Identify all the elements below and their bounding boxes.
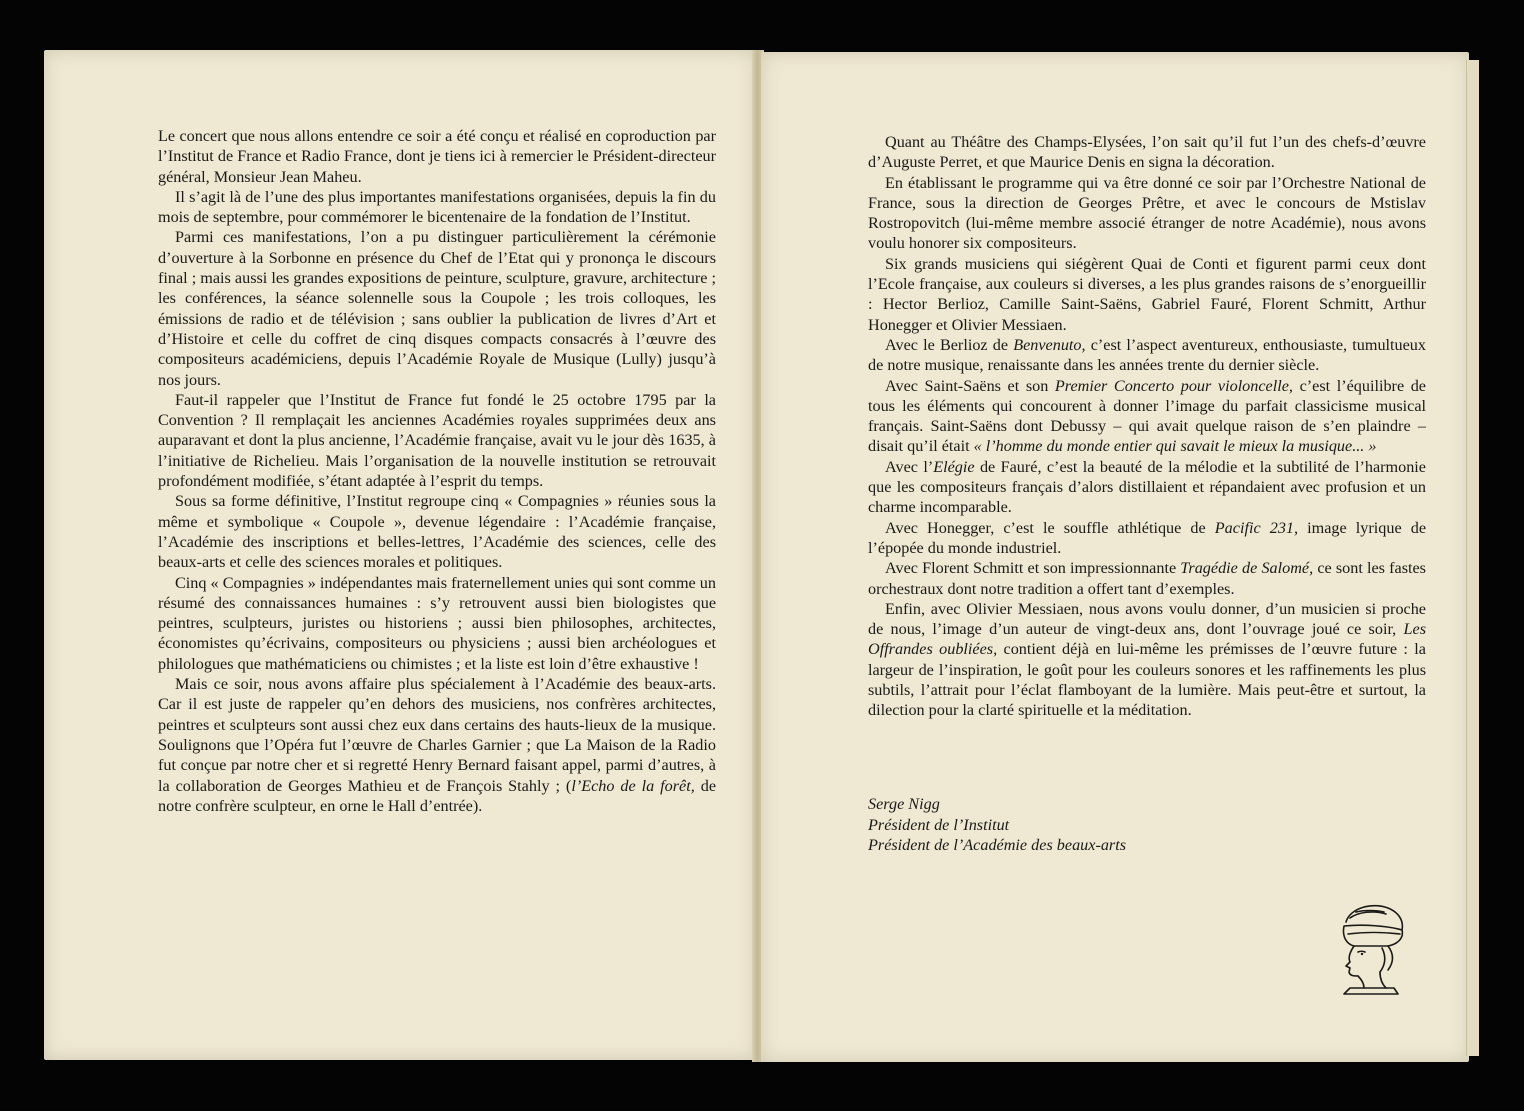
signature-block bbox=[868, 794, 1126, 856]
paragraph-text: de Fauré, c’est la beauté de la mélodie et la subtilité de l’harmonie que les compositeurs français d’alors distillaient et répandaient avec profusion et un charme incomparable. bbox=[868, 457, 1426, 517]
paragraph-text: ce sont les fastes orchestraux dont notre tradition a offert tant d’exemples. bbox=[868, 559, 1426, 598]
paragraph-text: image lyrique de l’épopée du monde industriel. bbox=[868, 518, 1427, 557]
italic-title: Premier Concerto pour violoncelle, bbox=[1054, 376, 1293, 395]
paragraph-text: de notre confrère sculpteur, en orne le Hall d’entrée). bbox=[158, 776, 717, 815]
paragraph bbox=[868, 457, 1426, 518]
paragraph-text: c’est l’équilibre de tous les éléments qui concourent à donner l’image du parfait classicisme musical français. Saint-Saëns dont Debussy – qui avait quelque raison de s’en plaindre – disait qu’il était bbox=[868, 376, 1426, 456]
paragraph-text: Mais ce soir, nous avons affaire plus spécialement à l’Académie des beaux-arts. Car il est juste de rappeler qu’en dehors des musiciens, nos confrères architectes, peintres et sculpteurs sont aussi chez eux dans certains des hauts-lieux de la musique. Soulignons que l’Opéra fut l’œuvre de Charles Garnier ; que La Maison de la Radio fut conçue par notre cher et si regretté Henry Bernard faisant appel, parmi d’autres, à la collaboration de Georges Mathieu et de François Stahly ; ( bbox=[158, 675, 716, 795]
paragraph-text: Avec Honegger, c’est le souffle athlétique de bbox=[885, 518, 1215, 537]
paragraph bbox=[868, 518, 1426, 559]
signature-title: Président de l’Institut bbox=[868, 815, 1010, 834]
paragraph-text: Avec Florent Schmitt et son impressionnante bbox=[885, 559, 1181, 578]
minerva-head-emblem-icon bbox=[1328, 900, 1410, 996]
paragraph-text: Avec Saint-Saëns et son bbox=[885, 376, 1055, 395]
signature-name: Serge Nigg bbox=[868, 795, 940, 813]
paragraph bbox=[868, 335, 1426, 376]
left-page-text bbox=[158, 126, 716, 816]
italic-title: Les Offrandes oubliées, bbox=[868, 620, 1426, 659]
italic-quote: « l’homme du monde entier qui savait le mieux la musique... » bbox=[973, 437, 1377, 456]
paragraph: Six grands musiciens qui siégèrent Quai de Conti et figurent parmi ceux dont l’Ecole française, aux couleurs si diverses, a les plus grandes raisons de s’enorgueillir : Hector Berlioz, Camille Saint-Saëns, Gabriel Fauré, Florent Schmitt, Arthur Honegger et Olivier Messiaen. bbox=[868, 254, 1426, 334]
italic-title: Pacific 231, bbox=[1214, 518, 1299, 537]
paragraph-text: Avec l’ bbox=[885, 457, 934, 476]
paragraph-text: Enfin, avec Olivier Messiaen, nous avons voulu donner, d’un musicien si proche de nous, l’image d’un auteur de vingt-deux ans, dont l’ouvrage joué ce soir, bbox=[868, 599, 1426, 639]
paragraph bbox=[868, 376, 1426, 457]
paragraph: En établissant le programme qui va être donné ce soir par l’Orchestre National de France, sous la direction de Georges Prêtre, et avec le concours de Mstislav Rostropovitch (lui-même membre associé étranger de notre Académie), nous avons voulu honorer six compositeurs. bbox=[868, 173, 1426, 253]
paragraph bbox=[868, 558, 1426, 599]
paragraph-text: Avec le Berlioz de bbox=[885, 335, 1014, 354]
paragraph: Cinq « Compagnies » indépendantes mais fraternellement unies qui sont comme un résumé des connaissances humaines : s’y retrouvent aussi bien biologistes que peintres, sculpteurs, juristes ou historiens ; aussi bien philosophes, architectes, économistes qu’écrivains, compositeurs ou physiciens ; aussi bien archéologues et philologues que mathématiciens ou chimistes ; et la liste est loin d’être exhaustive ! bbox=[158, 573, 716, 673]
italic-title: Elégie bbox=[933, 457, 975, 476]
page-edge bbox=[1466, 60, 1479, 1056]
right-page-text bbox=[868, 132, 1426, 721]
paragraph bbox=[158, 674, 716, 816]
paragraph: Faut-il rappeler que l’Institut de France fut fondé le 25 octobre 1795 par la Convention ? Il remplaçait les anciennes Académies royales supprimées deux ans auparavant et dont la plus ancienne, l’Académie française, avait vu le jour dès 1635, à l’initiative de Richelieu. Mais l’organisation de la nouvelle institution se retrouvait profondément modifiée, s’étant adaptée à l’esprit du temps. bbox=[158, 390, 716, 491]
signature-title: Président de l’Académie des beaux-arts bbox=[868, 836, 1127, 854]
paragraph-text: c’est l’aspect aventureux, enthousiaste, tumultueux de notre musique, renaissante dans les années trente du dernier siècle. bbox=[868, 335, 1426, 375]
paragraph bbox=[868, 599, 1426, 721]
paragraph: Il s’agit là de l’une des plus importantes manifestations organisées, depuis la fin du mois de septembre, pour commémorer le bicentenaire de la fondation de l’Institut. bbox=[158, 187, 716, 227]
italic-title: Tragédie de Salomé, bbox=[1180, 559, 1314, 578]
italic-title: l’Echo de la forêt, bbox=[571, 776, 695, 795]
paragraph: Parmi ces manifestations, l’on a pu distinguer particulièrement la cérémonie d’ouverture à la Sorbonne en présence du Chef de l’Etat qui y prononça le discours final ; mais aussi les grandes expositions de peinture, sculpture, gravure, architecture ; les conférences, la séance solennelle sous la Coupole ; les trois colloques, les émissions de radio et de télévision ; sans oublier la publication de livres d’Art et d’Histoire et celle du coffret de cinq disques compacts consacrés à l’œuvre des compositeurs académiciens, depuis l’Académie Royale de Musique (Lully) jusqu’à nos jours. bbox=[158, 228, 716, 389]
paragraph-text: contient déjà en lui-même les prémisses de l’œuvre future : la largeur de l’inspiration, le goût pour les couleurs sonores et les raffinements les plus subtils, l’attrait pour l’éclat flamboyant de la lumière. Mais peut-être et surtout, la dilection pour la clarté spirituelle et la méditation. bbox=[868, 640, 1426, 720]
paragraph: Le concert que nous allons entendre ce soir a été conçu et réalisé en coproduction par l’Institut de France et Radio France, dont je tiens ici à remercier le Président-directeur général, Monsieur Jean Maheu. bbox=[158, 127, 716, 186]
italic-title: Benvenuto, bbox=[1013, 335, 1086, 354]
paragraph: Quant au Théâtre des Champs-Elysées, l’on sait qu’il fut l’un des chefs-d’œuvre d’Auguste Perret, et que Maurice Denis en signa la décoration. bbox=[868, 133, 1426, 172]
paragraph: Sous sa forme définitive, l’Institut regroupe cinq « Compagnies » réunies sous la même et symbolique « Coupole », devenue légendaire : l’Académie française, l’Académie des inscriptions et belles-lettres, l’Académie des sciences, celle des beaux-arts et celle des sciences morales et politiques. bbox=[158, 492, 716, 572]
